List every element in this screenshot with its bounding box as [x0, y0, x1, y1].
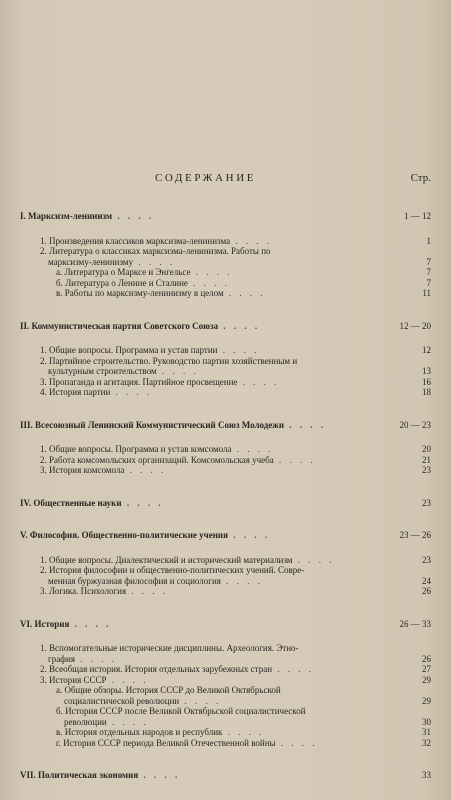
entry-page: 1 [426, 235, 431, 246]
leader-dots: . . . . [237, 376, 280, 387]
leader-dots: . . . . [272, 664, 315, 674]
entry-text: а. Общие обзоры. История СССР до Великой Октябрьской [56, 685, 281, 695]
leader-dots: . . . . [190, 267, 233, 277]
leader-dots: . . . . [220, 575, 263, 586]
toc-entry [20, 246, 431, 257]
entry-page: 30 [422, 716, 431, 727]
toc-section [20, 420, 431, 476]
entry-page: 23 [422, 465, 431, 475]
toc-entry [20, 267, 431, 278]
toc-entry [20, 696, 431, 707]
toc-entry [20, 356, 431, 367]
entry-text: 1. Вспомогательные исторические дисциплины. Археология. Этно- [40, 643, 299, 653]
entry-text: 2. Литература о классиках марксизма-ленинизма. Работы по [40, 246, 271, 256]
entry-page: 26 [422, 586, 431, 596]
toc-section [20, 530, 431, 597]
toc-entry [20, 643, 431, 654]
entry-page: 20 [422, 444, 431, 454]
section-title: VI. История [20, 618, 70, 629]
toc-entry [20, 345, 431, 356]
entry-text: графия [48, 653, 75, 664]
entry-page: 32 [422, 737, 431, 748]
toc-entry [20, 278, 431, 289]
section-pages: 23 [422, 497, 431, 508]
entry-page: 29 [422, 695, 431, 706]
section-heading [20, 321, 431, 332]
entry-text: 2. Партийное строительство. Руководство партии хозяйственным и [40, 355, 298, 366]
toc-entry [20, 465, 431, 476]
section-pages: 1 — 12 [404, 211, 431, 221]
toc-entry [20, 377, 431, 388]
section-heading [20, 498, 431, 509]
leader-dots: . . . . [273, 454, 316, 465]
leader-dots: . . . . [227, 530, 270, 540]
entry-text: в. История отдельных народов и республик [56, 727, 223, 737]
toc-entry [20, 288, 431, 299]
leader-dots: . . . . [69, 618, 112, 629]
toc-entry [20, 706, 431, 717]
toc-entry [20, 257, 431, 268]
section-heading [20, 211, 431, 222]
leader-dots: . . . . [110, 387, 153, 397]
entry-text: 1. Произведения классиков марксизма-ленинизма [40, 235, 231, 246]
leader-dots: . . . . [126, 586, 169, 596]
section-heading [20, 770, 431, 781]
leader-dots: . . . . [218, 320, 261, 331]
leader-dots: . . . . [275, 737, 318, 748]
toc-section [20, 321, 431, 398]
entry-text: 2. История философии и общественно-политических учений. Совре- [40, 565, 305, 575]
page-column-label: Стр. [410, 172, 431, 184]
toc-entry [20, 565, 431, 576]
entry-text: в. Работы по марксизму-ленинизму в целом [56, 288, 224, 298]
entry-page: 7 [426, 256, 431, 267]
section-pages: 20 — 23 [399, 419, 431, 430]
toc-entry [20, 387, 431, 398]
entry-text: 3. История комсомола [40, 465, 125, 475]
entry-page: 7 [426, 277, 431, 288]
leader-dots: . . . . [179, 695, 222, 706]
entry-text: менная буржуазная философия и социология [48, 575, 221, 586]
leader-dots: . . . . [106, 674, 149, 685]
entry-text: б. История СССР после Великой Октябрьской социалистической [56, 706, 306, 716]
entry-text: социалистической революции [64, 695, 180, 706]
entry-page: 26 [422, 653, 431, 664]
section-pages: 33 [422, 770, 431, 780]
toc-entry [20, 717, 431, 728]
toc-entry [20, 586, 431, 597]
toc-section [20, 498, 431, 509]
toc-entry [20, 654, 431, 665]
entry-page: 13 [422, 366, 431, 376]
leader-dots: . . . . [106, 716, 149, 727]
entry-text: 3. История СССР [40, 674, 107, 685]
section-title: III. Всесоюзный Ленинский Коммунистический Союз Молодежи [20, 419, 285, 430]
entry-page: 27 [422, 664, 431, 674]
entry-text: марксизму-ленинизму [48, 256, 134, 267]
entry-text: 3. Логика. Психология [40, 586, 127, 596]
toc-entry [20, 444, 431, 455]
leader-dots: . . . . [292, 554, 335, 565]
toc-section [20, 211, 431, 299]
leader-dots: . . . . [156, 366, 199, 376]
entry-page: 29 [422, 674, 431, 685]
entry-text: а. Литература о Марксе и Энгельсе [56, 267, 191, 277]
entry-page: 16 [422, 376, 431, 387]
entry-page: 24 [422, 575, 431, 586]
entry-page: 12 [422, 345, 431, 355]
leader-dots: . . . . [223, 288, 266, 298]
entry-page: 23 [422, 554, 431, 565]
entry-page: 11 [422, 288, 431, 298]
leader-dots: . . . . [121, 497, 164, 508]
section-pages: 12 — 20 [399, 320, 431, 331]
leader-dots: . . . . [74, 653, 117, 664]
section-title: IV. Общественные науки [20, 497, 122, 508]
toc-entry [20, 685, 431, 696]
leader-dots: . . . . [138, 770, 181, 780]
toc-title: СОДЕРЖАНИЕ [155, 172, 257, 184]
section-heading [20, 530, 431, 541]
entry-text: 3. Пропаганда и агитация. Партийное просвещение [40, 376, 238, 387]
section-heading [20, 420, 431, 431]
toc-entry [20, 455, 431, 466]
table-of-contents [20, 211, 431, 781]
entry-text: 4. История партии [40, 387, 111, 397]
toc-entry [20, 555, 431, 566]
leader-dots: . . . . [217, 345, 260, 355]
leader-dots: . . . . [133, 256, 176, 267]
entry-text: б. Литература о Ленине и Сталине [56, 277, 188, 288]
leader-dots: . . . . [187, 277, 230, 288]
leader-dots: . . . . [231, 444, 274, 454]
leader-dots: . . . . [284, 419, 327, 430]
entry-text: 2. Всеобщая история. История отдельных зарубежных стран [40, 664, 273, 674]
entry-page: 7 [426, 267, 431, 277]
section-title: II. Коммунистическая партия Советского Союза [20, 320, 219, 331]
entry-text: 1. Общие вопросы. Программа и устав комсомола [40, 444, 232, 454]
entry-text: революции [64, 716, 107, 727]
toc-header [0, 172, 451, 188]
section-pages: 23 — 26 [399, 530, 431, 540]
section-heading [20, 619, 431, 630]
entry-text: 1. Общие вопросы. Диалектический и исторический материализм [40, 554, 293, 565]
section-title: V. Философия. Общественно-политические учения [20, 530, 228, 540]
leader-dots: . . . . [230, 235, 273, 246]
entry-page: 21 [422, 454, 431, 465]
leader-dots: . . . . [222, 727, 265, 737]
toc-entry [20, 576, 431, 587]
section-pages: 26 — 33 [399, 618, 431, 629]
section-title: I. Марксизм-ленинизм [20, 211, 113, 221]
entry-text: г. История СССР периода Великой Отечественной войны [56, 737, 276, 748]
leader-dots: . . . . [124, 465, 167, 475]
entry-text: 2. Работа комсомольских организаций. Комсомольская учеба [40, 454, 274, 465]
entry-text: культурным строительством [48, 366, 157, 376]
section-title: VII. Политическая экономия [20, 770, 139, 780]
entry-page: 31 [422, 727, 431, 737]
toc-entry [20, 366, 431, 377]
entry-text: 1. Общие вопросы. Программа и устав партии [40, 345, 218, 355]
leader-dots: . . . . [112, 211, 155, 221]
toc-entry [20, 727, 431, 738]
toc-entry [20, 738, 431, 749]
toc-entry [20, 675, 431, 686]
toc-section [20, 770, 431, 781]
toc-section [20, 619, 431, 749]
toc-entry [20, 236, 431, 247]
toc-entry [20, 664, 431, 675]
entry-page: 18 [422, 387, 431, 397]
